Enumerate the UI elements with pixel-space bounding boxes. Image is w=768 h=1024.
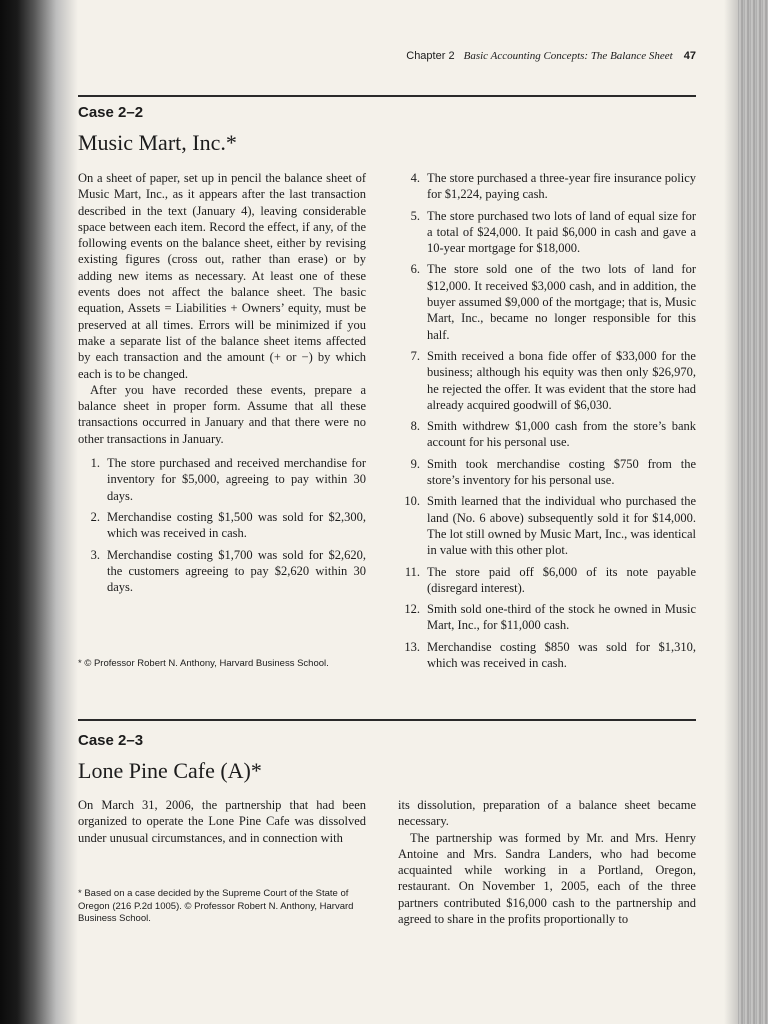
- item-number: 13.: [404, 639, 420, 654]
- case-2-2-left-column: [78, 170, 366, 600]
- item-text: The store purchased a three-year fire insurance policy for $1,224, paying cash.: [427, 171, 696, 202]
- case-2-2-title: Music Mart, Inc.*: [78, 130, 237, 155]
- case-2-2-rule: [78, 95, 696, 97]
- page-edge-stack: [738, 0, 768, 1024]
- item-number: 6.: [410, 262, 420, 277]
- case-2-3-para-1: its dissolution, preparation of a balance sheet became necessary.: [398, 798, 696, 829]
- page-binding-shadow: [0, 0, 78, 1024]
- list-item: [398, 564, 696, 597]
- item-text: The store purchased two lots of land of equal size for a total of $24,000. It paid $6,000 in cash and gave a 10-year mortgage for $18,000.: [427, 208, 696, 256]
- item-number: 12.: [404, 602, 420, 617]
- item-number: 1.: [90, 456, 100, 471]
- item-number: 3.: [90, 547, 100, 562]
- case-2-3-title: Lone Pine Cafe (A)*: [78, 758, 262, 783]
- item-text: The store paid off $6,000 of its note payable (disregard interest).: [427, 564, 696, 595]
- item-text: Smith withdrew $1,000 cash from the store’s bank account for his personal use.: [427, 419, 696, 450]
- list-item: [398, 639, 696, 672]
- item-number: 9.: [410, 456, 420, 471]
- case-2-3-footnote: * Based on a case decided by the Supreme Court of the State of Oregon (216 P.2d 1005). © Professor Robert N. Anthony, Harvard Business School.: [78, 888, 354, 924]
- list-item: [398, 601, 696, 634]
- case-2-2-instructions: After you have recorded these events, prepare a balance sheet in proper form. Assume that all these transactions occurred in January and that there were no other transactions in January.: [78, 382, 366, 446]
- item-number: 11.: [404, 564, 420, 579]
- item-text: The store purchased and received merchandise for inventory for $5,000, agreeing to pay within 30 days.: [107, 456, 366, 503]
- case-2-2-items-right: [398, 170, 696, 671]
- case-2-3-rule: [78, 719, 696, 721]
- item-number: 4.: [410, 171, 420, 185]
- page-edge-fade: [724, 0, 738, 1024]
- list-item: [398, 170, 696, 203]
- case-2-2-right-column: [398, 170, 696, 676]
- case-2-3-intro: On March 31, 2006, the partnership that had been organized to operate the Lone Pine Cafe was dissolved under unusual circumstances, and in connection with: [78, 798, 366, 845]
- item-number: 7.: [410, 348, 420, 363]
- case-2-2-intro: On a sheet of paper, set up in pencil the balance sheet of Music Mart, Inc., as it appears after the last transaction described in the text (January 4), leaving considerable space between each item. Record the effect, if any, of the following events on the balance sheet, either by revising existing figures (cross out, rather than erase) or by adding new items as necessary. At least one of these events does not affect the balance sheet. The basic equation, Assets = Liabilities + Owners’ equity, must be preserved at all times. Errors will be minimized if you make a separate list of the balance sheet items affected by each transaction and the amount (+ or −) by which each is to be changed.: [78, 171, 366, 381]
- item-text: Merchandise costing $1,500 was sold for $2,300, which was received in cash.: [107, 509, 366, 541]
- list-item: [398, 261, 696, 342]
- case-2-2-label: Case 2–2: [78, 104, 144, 121]
- item-text: The store sold one of the two lots of land for $12,000. It received $3,000 cash, and in addition, the buyer assumed $9,000 of the mortgage; that is, Music Mart, Inc., became no longer responsible for this half.: [427, 262, 696, 342]
- list-item: [398, 456, 696, 489]
- item-number: 8.: [410, 419, 420, 434]
- case-2-2-footnote: * © Professor Robert N. Anthony, Harvard Business School.: [78, 658, 329, 669]
- chapter-label: Chapter 2: [406, 50, 455, 62]
- list-item: [398, 348, 696, 413]
- list-item: [398, 208, 696, 257]
- chapter-subtitle: Basic Accounting Concepts: The Balance Sheet: [463, 50, 673, 62]
- item-text: Smith sold one-third of the stock he owned in Music Mart, Inc., for $11,000 cash.: [427, 602, 696, 633]
- list-item: [78, 509, 366, 542]
- list-item: [78, 455, 366, 504]
- item-number: 10.: [404, 494, 420, 509]
- item-number: 2.: [90, 509, 100, 524]
- list-item: [78, 547, 366, 596]
- item-text: Smith learned that the individual who purchased the land (No. 6 above) subsequently sold it for $14,000. The lot still owned by Music Mart, Inc., was identical in value with this other plot.: [427, 494, 696, 558]
- item-number: 5.: [410, 208, 420, 223]
- item-text: Merchandise costing $850 was sold for $1,310, which was received in cash.: [427, 639, 696, 671]
- item-text: Smith took merchandise costing $750 from the store’s inventory for his personal use.: [427, 456, 696, 488]
- item-text: Smith received a bona fide offer of $33,000 for the business; although his equity was then only $26,970, he rejected the offer. It was evident that the store had already acquired goodwill of $6,030.: [427, 348, 696, 412]
- case-2-2-items-left: [78, 455, 366, 595]
- case-2-3-right-column: [398, 797, 696, 927]
- case-2-3-left-column: [78, 797, 366, 846]
- list-item: [398, 493, 696, 558]
- case-2-3-para-2: The partnership was formed by Mr. and Mrs. Henry Antoine and Mrs. Sandra Landers, who had become acquainted while working in a Portland, Oregon, restaurant. On November 1, 2005, each of the three partners contributed $16,000 cash to the partnership and agreed to share in the profits proportionally to: [398, 830, 696, 927]
- case-2-3-label: Case 2–3: [78, 732, 144, 749]
- list-item: [398, 418, 696, 451]
- item-text: Merchandise costing $1,700 was sold for $2,620, the customers agreeing to pay $2,620 within 30 days.: [107, 547, 366, 595]
- running-header: [406, 50, 696, 62]
- page-number: 47: [683, 50, 696, 62]
